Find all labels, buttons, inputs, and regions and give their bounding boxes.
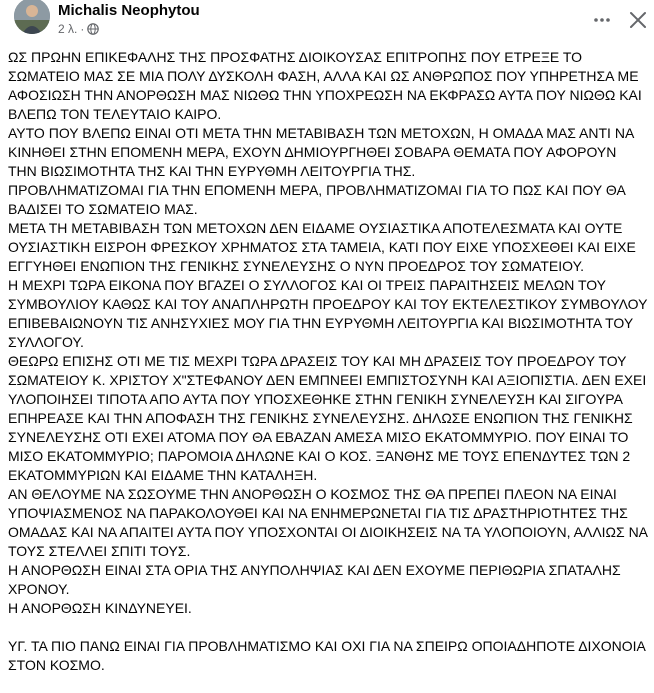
post-header [0, 0, 654, 40]
post-paragraph: Η ΑΝΟΡΘΩΣΗ ΚΙΝΔΥΝΕΥΕΙ. [8, 600, 192, 616]
post-paragraph: ΑΥΤΟ ΠΟΥ ΒΛΕΠΩ ΕΙΝΑΙ ΟΤΙ ΜΕΤΑ ΤΗΝ ΜΕΤΑΒΙΒΑΣΗ ΤΩΝ ΜΕΤΟΧΩΝ, Η ΟΜΑΔΑ ΜΑΣ ΑΝΤΙ ΝΑ ΚΙΝΗΘΕΙ ΣΤΗΝ ΕΠΟΜΕΝΗ ΜΕΡΑ, ΕΧΟΥΝ ΔΗΜΙΟΥΡΓΗΘΕΙ ΣΟΒΑΡΑ ΘΕΜΑΤΑ ΠΟΥ ΑΦΟΡΟΥΝ ΤΗΝ ΒΙΩΣΙΜΟΤΗΤΑ ΤΗΣ ΚΑΙ ΤΗΝ ΕΥΡΥΘΜΗ ΛΕΙΤΟΥΡΓΙΑ ΤΗΣ. [8, 125, 634, 179]
post-time[interactable]: 2 λ. [58, 22, 78, 36]
post-body [8, 48, 648, 675]
post-paragraph: Η ΜΕΧΡΙ ΤΩΡΑ ΕΙΚΟΝΑ ΠΟΥ ΒΓΑΖΕΙ Ο ΣΥΛΛΟΓΟΣ ΚΑΙ ΟΙ ΤΡΕΙΣ ΠΑΡΑΙΤΗΣΕΙΣ ΜΕΛΩΝ ΤΟΥ ΣΥΜΒΟΥΛΙΟΥ ΚΑΘΩΣ ΚΑΙ ΤΟΥ ΑΝΑΠΛΗΡΩΤΗ ΠΡΟΕΔΡΟΥ ΚΑΙ ΤΟΥ ΕΚΤΕΛΕΣΤΙΚΟΥ ΣΥΜΒΟΥΛΟΥ ΕΠΙΒΕΒΑΙΩΝΟΥΝ ΤΙΣ ΑΝΗΣΥΧΙΕΣ ΜΟΥ ΓΙΑ ΤΗΝ ΕΥΡΥΘΜΗ ΛΕΙΤΟΥΡΓΙΑ ΚΑΙ ΒΙΩΣΙΜΟΤΗΤΑ ΤΟΥ ΣΥΛΛΟΓΟΥ. [8, 277, 648, 350]
more-options-button[interactable] [586, 4, 618, 36]
post-paragraph: ΑΝ ΘΕΛΟΥΜΕ ΝΑ ΣΩΣΟΥΜΕ ΤΗΝ ΑΝΟΡΘΩΣΗ Ο ΚΟΣΜΟΣ ΤΗΣ ΘΑ ΠΡΕΠΕΙ ΠΛΕΟΝ ΝΑ ΕΙΝΑΙ ΥΠΟΨΙΑΣΜΕΝΟΣ ΝΑ ΠΑΡΑΚΟΛΟΥΘΕΙ ΚΑΙ ΝΑ ΕΝΗΜΕΡΩΝΕΤΑΙ ΓΙΑ ΤΙΣ ΔΡΑΣΤΗΡΙΟΤΗΤΕΣ ΤΗΣ ΟΜΑΔΑΣ ΚΑΙ ΝΑ ΑΠΑΙΤΕΙ ΑΥΤΑ ΠΟΥ ΥΠΟΣΧΟΝΤΑΙ ΟΙ ΔΙΟΙΚΗΣΕΙΣ ΝΑ ΤΑ ΥΛΟΠΟΙΟΥΝ, ΑΛΛΙΩΣ ΝΑ ΤΟΥΣ ΣΤΕΛΛΕΙ ΣΠΙΤΙ ΤΟΥΣ. [8, 486, 648, 559]
author-name[interactable]: Michalis Neophytou [58, 2, 200, 19]
post-paragraph: ΜΕΤΑ ΤΗ ΜΕΤΑΒΙΒΑΣΗ ΤΩΝ ΜΕΤΟΧΩΝ ΔΕΝ ΕΙΔΑΜΕ ΟΥΣΙΑΣΤΙΚΑ ΑΠΟΤΕΛΕΣΜΑΤΑ ΚΑΙ ΟΥΤΕ ΟΥΣΙΑΣΤΙΚΗ ΕΙΣΡΟΗ ΦΡΕΣΚΟΥ ΧΡΗΜΑΤΟΣ ΣΤΑ ΤΑΜΕΙΑ, ΚΑΤΙ ΠΟΥ ΕΙΧΕ ΥΠΟΣΧΕΘΕΙ ΚΑΙ ΕΙΧΕ ΕΓΓΥΗΘΕΙ ΕΝΩΠΙΟΝ ΤΗΣ ΓΕΝΙΚΗΣ ΣΥΝΕΛΕΥΣΗΣ Ο ΝΥΝ ΠΡΟΕΔΡΟΣ ΤΟΥ ΣΩΜΑΤΕΙΟΥ. [8, 220, 636, 274]
meta-separator: · [80, 22, 85, 36]
post-paragraph: ΘΕΩΡΩ ΕΠΙΣΗΣ ΟΤΙ ΜΕ ΤΙΣ ΜΕΧΡΙ ΤΩΡΑ ΔΡΑΣΕΙΣ ΤΟΥ ΚΑΙ ΜΗ ΔΡΑΣΕΙΣ ΤΟΥ ΠΡΟΕΔΡΟΥ ΤΟΥ ΣΩΜΑΤΕΙΟΥ Κ. ΧΡΙΣΤΟΥ Χ"ΣΤΕΦΑΝΟΥ ΔΕΝ ΕΜΠΝΕΕΙ ΕΜΠΙΣΤΟΣΥΝΗ ΚΑΙ ΑΞΙΟΠΙΣΤΙΑ. ΔΕΝ ΕΧΕΙ ΥΛΟΠΟΙΗΣΕΙ ΤΙΠΟΤΑ ΑΠΟ ΑΥΤΑ ΠΟΥ ΥΠΟΣΧΕΘΗΚΕ ΣΤΗΝ ΓΕΝΙΚΗ ΣΥΝΕΛΕΥΣΗ ΚΑΙ ΣΙΓΟΥΡΑ ΕΠΗΡΕΑΣΕ ΚΑΙ ΤΗΝ ΑΠΟΦΑΣΗ ΤΗΣ ΓΕΝΙΚΗΣ ΣΥΝΕΛΕΥΣΗΣ. ΔΗΛΩΣΕ ΕΝΩΠΙΟΝ ΤΗΣ ΓΕΝΙΚΗΣ ΣΥΝΕΛΕΥΣΗΣ ΟΤΙ ΕΧΕΙ ΑΤΟΜΑ ΠΟΥ ΘΑ ΕΒΑΖΑΝ ΑΜΕΣΑ ΜΙΣΟ ΕΚΑΤΟΜΜΥΡΙΟ. ΠΟΥ ΕΙΝΑΙ ΤΟ ΜΙΣΟ ΕΚΑΤΟΜΜΥΡΙΟ; ΠΑΡΟΜΟΙΑ ΔΗΛΩΝΕ ΚΑΙ Ο ΚΟΣ. ΞΑΝΘΗΣ ΜΕ ΤΟΥΣ ΕΠΕΝΔΥΤΕΣ ΤΩΝ 2 ΕΚΑΤΟΜΜΥΡΙΩΝ ΚΑΙ ΕΙΔΑΜΕ ΤΗΝ ΚΑΤΑΛΗΞΗ. [8, 353, 647, 483]
post-postscript: ΥΓ. ΤΑ ΠΙΟ ΠΑΝΩ ΕΙΝΑΙ ΓΙΑ ΠΡΟΒΛΗΜΑΤΙΣΜΟ ΚΑΙ ΟΧΙ ΓΙΑ ΝΑ ΣΠΕΙΡΩ ΟΠΟΙΑΔΗΠΟΤΕ ΔΙΧΟΝΟΙΑ ΣΤΟΝ ΚΟΣΜΟ. [8, 638, 646, 673]
more-options-icon [592, 10, 612, 30]
avatar-photo [14, 0, 50, 34]
post-meta [58, 22, 99, 36]
close-button[interactable] [622, 4, 654, 36]
post-paragraph: Η ΑΝΟΡΘΩΣΗ ΕΙΝΑΙ ΣΤΑ ΟΡΙΑ ΤΗΣ ΑΝΥΠΟΛΗΨΙΑΣ ΚΑΙ ΔΕΝ ΕΧΟΥΜΕ ΠΕΡΙΘΩΡΙΑ ΣΠΑΤΑΛΗΣ ΧΡΟΝΟΥ. [8, 562, 621, 597]
close-icon [628, 10, 648, 30]
globe-icon[interactable] [87, 23, 99, 35]
avatar[interactable] [14, 0, 50, 34]
post-paragraph: ΩΣ ΠΡΩΗΝ ΕΠΙΚΕΦΑΛΗΣ ΤΗΣ ΠΡΟΣΦΑΤΗΣ ΔΙΟΙΚΟΥΣΑΣ ΕΠΙΤΡΟΠΗΣ ΠΟΥ ΕΤΡΕΞΕ ΤΟ ΣΩΜΑΤΕΙΟ ΜΑΣ ΣΕ ΜΙΑ ΠΟΛΥ ΔΥΣΚΟΛΗ ΦΑΣΗ, ΑΛΛΑ ΚΑΙ ΩΣ ΑΝΘΡΩΠΟΣ ΠΟΥ ΥΠΗΡΕΤΗΣΑ ΜΕ ΑΦΟΣΙΩΣΗ ΤΗΝ ΑΝΟΡΘΩΣΗ ΜΑΣ ΝΙΩΘΩ ΤΗΝ ΥΠΟΧΡΕΩΣΗ ΝΑ ΕΚΦΡΑΣΩ ΑΥΤΑ ΠΟΥ ΝΙΩΘΩ ΚΑΙ ΒΛΕΠΩ ΤΟΝ ΤΕΛΕΥΤΑΙΟ ΚΑΙΡΟ. [8, 49, 642, 122]
post-paragraph: ΠΡΟΒΛΗΜΑΤΙΖΟΜΑΙ ΓΙΑ ΤΗΝ ΕΠΟΜΕΝΗ ΜΕΡΑ, ΠΡΟΒΛΗΜΑΤΙΖΟΜΑΙ ΓΙΑ ΤΟ ΠΩΣ ΚΑΙ ΠΟΥ ΘΑ ΒΑΔΙΣΕΙ ΤΟ ΣΩΜΑΤΕΙΟ ΜΑΣ. [8, 182, 626, 217]
